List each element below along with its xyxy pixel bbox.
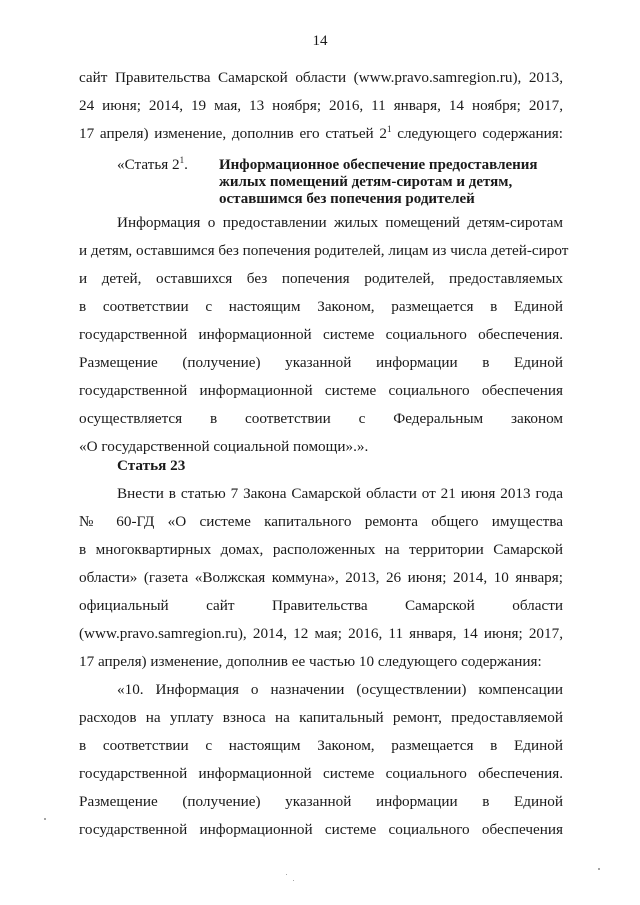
paragraph1-line-5: государственной информационной системе социального обеспечения. — [79, 326, 563, 343]
intro-superscript: 1 — [387, 124, 392, 134]
paragraph1-line-3: и детей, оставшихся без попечения родителей, предоставляемых — [79, 270, 563, 287]
intro-line-1: сайт Правительства Самарской области (www.pravo.samregion.ru), 2013, — [79, 69, 563, 86]
paragraph3-line-6: государственной информационной системе социального обеспечения — [79, 821, 563, 838]
page-number: 14 — [312, 33, 328, 49]
paragraph1-line-7: государственной информационной системе социального обеспечения — [79, 382, 563, 399]
article-reference — [117, 155, 188, 175]
article-reference-superscript: 1 — [179, 155, 185, 165]
intro-line-3 — [79, 124, 563, 144]
paragraph2-line-4: области» (газета «Волжская коммуна», 2013, 26 июня; 2014, 10 января; — [79, 569, 563, 586]
article-heading-line-2: жилых помещений детям-сиротам и детям, — [219, 174, 513, 190]
paragraph3-line-5: Размещение (получение) указанной информации в Единой — [79, 793, 563, 810]
intro-line-2: 24 июня; 2014, 19 мая, 13 ноября; 2016, 11 января, 14 ноября; 2017, — [79, 97, 563, 114]
scan-speck — [293, 880, 294, 881]
article-heading-line-1: Информационное обеспечение предоставления — [219, 157, 538, 173]
paragraph2-line-7: 17 апреля) изменение, дополнив ее частью 10 следующего содержания: — [79, 653, 542, 670]
article-reference-suffix: . — [184, 156, 188, 173]
scan-speck — [44, 818, 46, 820]
intro-line-3-tail: следующего содержания: — [391, 125, 563, 142]
paragraph1-line-9: «О государственной социальной помощи».». — [79, 438, 369, 455]
intro-line-3-text: 17 апреля) изменение, дополнив его статьей 2 — [79, 125, 387, 142]
paragraph2-line-5: официальный сайт Правительства Самарской области — [79, 597, 563, 614]
paragraph1-line-4: в соответствии с настоящим Законом, размещается в Единой — [79, 298, 563, 315]
paragraph1-line-6: Размещение (получение) указанной информации в Единой — [79, 354, 563, 371]
paragraph3-line-4: государственной информационной системе социального обеспечения. — [79, 765, 563, 782]
paragraph1-line-2: и детям, оставшимся без попечения родителей, лицам из числа детей-сирот — [79, 242, 569, 259]
paragraph3-line-1: «10. Информация о назначении (осуществлении) компенсации — [117, 681, 563, 698]
paragraph2-line-2: № 60-ГД «О системе капитального ремонта общего имущества — [79, 513, 563, 530]
paragraph1-line-8: осуществляется в соответствии с Федеральным законом — [79, 410, 563, 427]
paragraph2-line-1: Внести в статью 7 Закона Самарской области от 21 июня 2013 года — [117, 485, 563, 502]
article-heading-line-3: оставшимся без попечения родителей — [219, 191, 475, 207]
paragraph3-line-2: расходов на уплату взноса на капитальный ремонт, предоставляемой — [79, 709, 563, 726]
article-reference-prefix: «Статья 2 — [117, 156, 180, 173]
scan-speck — [286, 874, 287, 875]
article-23-title: Статья 23 — [117, 457, 186, 474]
scan-speck — [598, 868, 600, 870]
paragraph2-line-6: (www.pravo.samregion.ru), 2014, 12 мая; 2016, 11 января, 14 июня; 2017, — [79, 625, 563, 642]
paragraph3-line-3: в соответствии с настоящим Законом, размещается в Единой — [79, 737, 563, 754]
paragraph1-line-1: Информация о предоставлении жилых помещений детям-сиротам — [117, 214, 563, 231]
paragraph2-line-3: в многоквартирных домах, расположенных на территории Самарской — [79, 541, 563, 558]
